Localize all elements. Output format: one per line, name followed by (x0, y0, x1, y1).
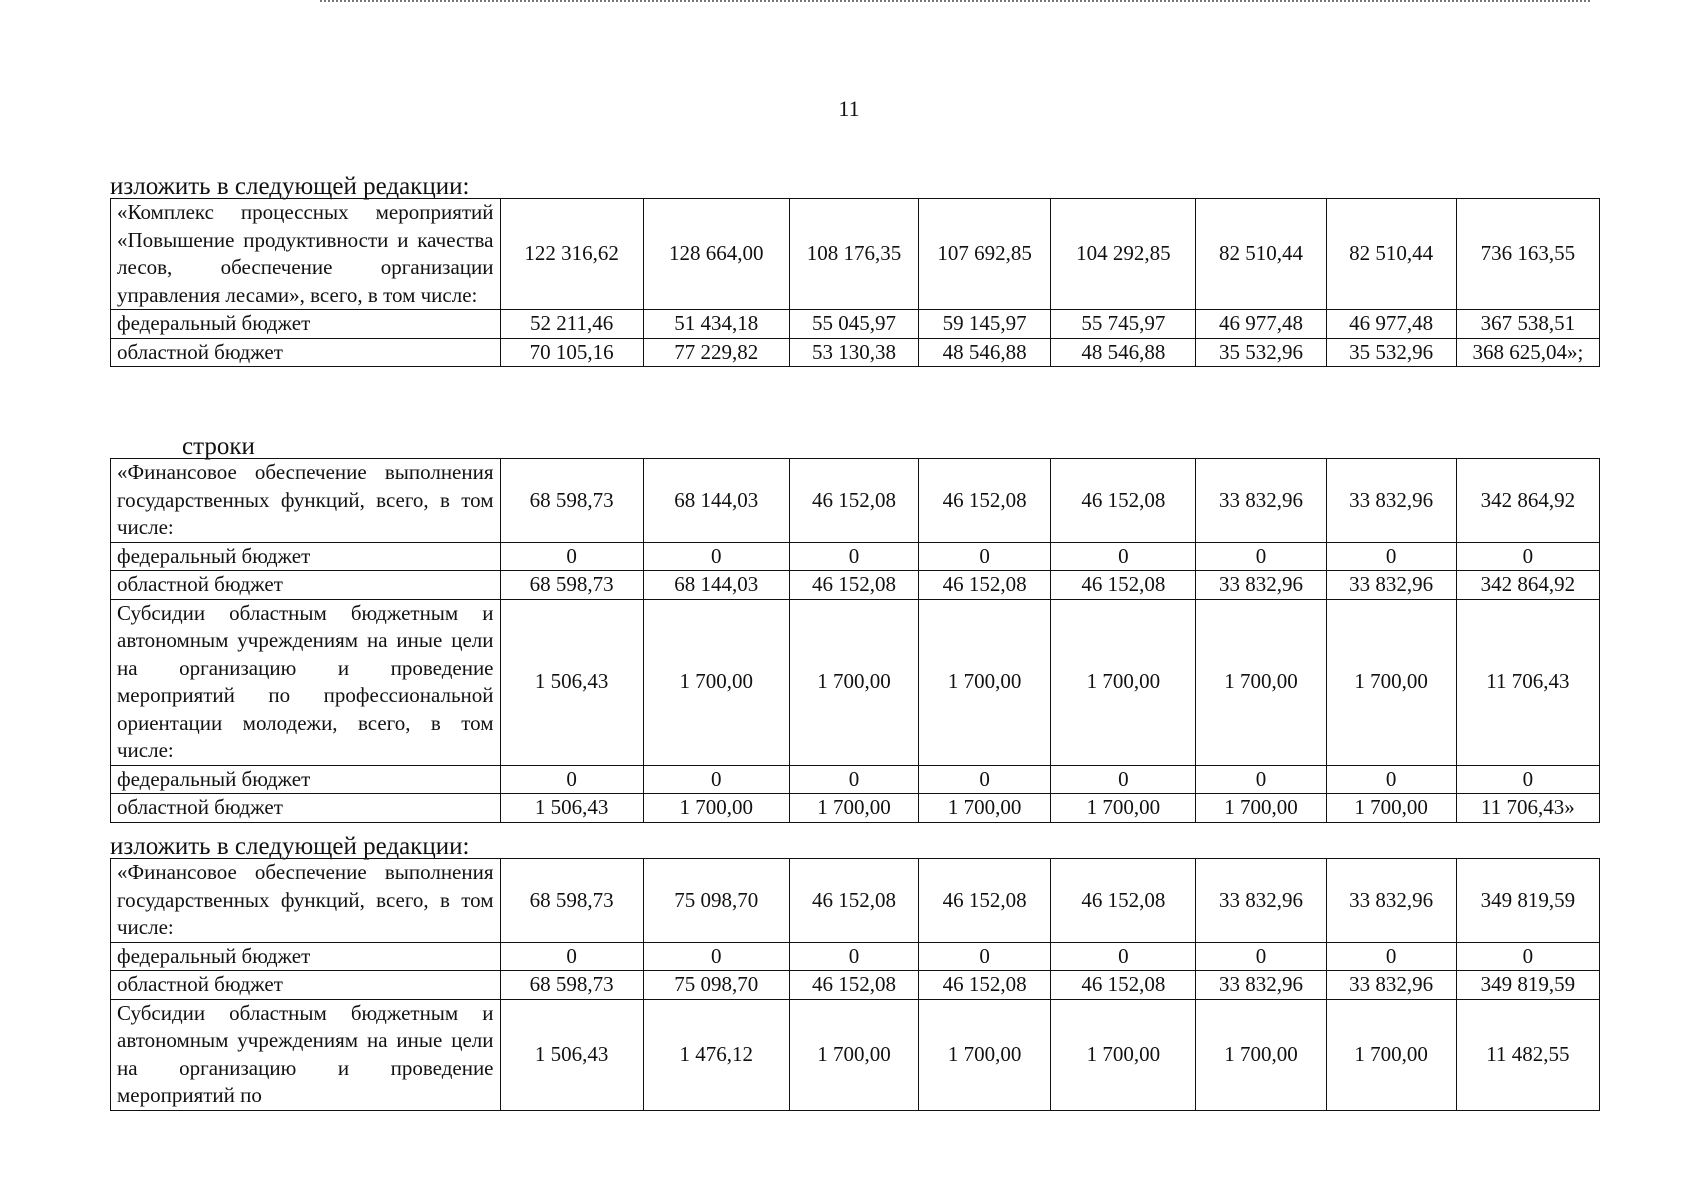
value-cell: 46 152,08 (1051, 859, 1196, 943)
value-cell: 48 546,88 (1051, 338, 1196, 367)
row-label: областной бюджет (111, 971, 501, 1000)
value-cell: 33 832,96 (1196, 859, 1326, 943)
value-cell: 1 700,00 (919, 999, 1051, 1110)
value-cell: 11 706,43» (1456, 794, 1599, 823)
table-row (111, 599, 1600, 765)
value-cell: 0 (1196, 765, 1326, 794)
value-cell: 33 832,96 (1196, 971, 1326, 1000)
value-cell: 82 510,44 (1326, 199, 1456, 310)
value-cell: 349 819,59 (1456, 859, 1599, 943)
value-cell: 0 (919, 542, 1051, 571)
value-cell: 59 145,97 (919, 310, 1051, 339)
value-cell: 122 316,62 (500, 199, 643, 310)
value-cell: 77 229,82 (643, 338, 789, 367)
value-cell: 33 832,96 (1326, 459, 1456, 543)
row-label: «Финансовое обеспечение выполнения государственных функций, всего, в том числе: (111, 459, 501, 543)
row-label: «Финансовое обеспечение выполнения государственных функций, всего, в том числе: (111, 859, 501, 943)
row-label: федеральный бюджет (111, 542, 501, 571)
value-cell: 128 664,00 (643, 199, 789, 310)
value-cell: 1 700,00 (789, 794, 918, 823)
value-cell: 0 (1196, 542, 1326, 571)
table-row (111, 794, 1600, 823)
caption-new-edition-1: изложить в следующей редакции: (110, 173, 470, 200)
value-cell: 0 (643, 542, 789, 571)
row-label: федеральный бюджет (111, 765, 501, 794)
caption-new-edition-2: изложить в следующей редакции: (110, 833, 470, 860)
row-label: федеральный бюджет (111, 310, 501, 339)
value-cell: 0 (919, 942, 1051, 971)
value-cell: 46 152,08 (919, 571, 1051, 600)
value-cell: 0 (643, 765, 789, 794)
value-cell: 1 700,00 (919, 794, 1051, 823)
value-cell: 342 864,92 (1456, 459, 1599, 543)
value-cell: 46 977,48 (1196, 310, 1326, 339)
value-cell: 51 434,18 (643, 310, 789, 339)
top-edge-artifact (320, 0, 1590, 4)
value-cell: 53 130,38 (789, 338, 918, 367)
value-cell: 0 (1326, 542, 1456, 571)
value-cell: 1 476,12 (643, 999, 789, 1110)
value-cell: 0 (643, 942, 789, 971)
value-cell: 0 (789, 765, 918, 794)
value-cell: 46 152,08 (1051, 459, 1196, 543)
budget-table-1 (110, 198, 1600, 367)
table-row (111, 765, 1600, 794)
row-label: областной бюджет (111, 794, 501, 823)
value-cell: 46 152,08 (1051, 571, 1196, 600)
value-cell: 46 152,08 (919, 859, 1051, 943)
value-cell: 46 152,08 (919, 971, 1051, 1000)
value-cell: 1 700,00 (1196, 794, 1326, 823)
value-cell: 1 700,00 (643, 794, 789, 823)
value-cell: 68 598,73 (500, 971, 643, 1000)
table-row (111, 459, 1600, 543)
value-cell: 736 163,55 (1456, 199, 1599, 310)
value-cell: 368 625,04»; (1456, 338, 1599, 367)
value-cell: 1 700,00 (1196, 999, 1326, 1110)
value-cell: 75 098,70 (643, 971, 789, 1000)
value-cell: 1 506,43 (500, 794, 643, 823)
row-label: «Комплекс процессных мероприятий «Повышение продуктивности и качества лесов, обеспечение организации управления лесами», всего, в том числе: (111, 199, 501, 310)
value-cell: 46 152,08 (789, 971, 918, 1000)
value-cell: 35 532,96 (1196, 338, 1326, 367)
value-cell: 33 832,96 (1326, 859, 1456, 943)
value-cell: 0 (1051, 942, 1196, 971)
table-row (111, 199, 1600, 310)
table-row (111, 999, 1600, 1110)
table-row (111, 571, 1600, 600)
page-number: 11 (838, 96, 860, 121)
value-cell: 11 482,55 (1456, 999, 1599, 1110)
value-cell: 1 700,00 (789, 999, 918, 1110)
value-cell: 349 819,59 (1456, 971, 1599, 1000)
value-cell: 46 977,48 (1326, 310, 1456, 339)
value-cell: 55 745,97 (1051, 310, 1196, 339)
budget-table-3 (110, 858, 1600, 1111)
value-cell: 1 700,00 (1051, 794, 1196, 823)
value-cell: 1 700,00 (919, 599, 1051, 765)
value-cell: 11 706,43 (1456, 599, 1599, 765)
table-row (111, 310, 1600, 339)
table-row (111, 542, 1600, 571)
value-cell: 48 546,88 (919, 338, 1051, 367)
value-cell: 68 144,03 (643, 459, 789, 543)
value-cell: 0 (789, 942, 918, 971)
value-cell: 0 (1051, 765, 1196, 794)
value-cell: 1 700,00 (1196, 599, 1326, 765)
value-cell: 46 152,08 (789, 459, 918, 543)
value-cell: 1 506,43 (500, 999, 643, 1110)
row-label: областной бюджет (111, 338, 501, 367)
value-cell: 33 832,96 (1326, 971, 1456, 1000)
value-cell: 55 045,97 (789, 310, 918, 339)
row-label: Субсидии областным бюджетным и автономным учреждениям на иные цели на организацию и проведение мероприятий по профессиональной ориентации молодежи, всего, в том числе: (111, 599, 501, 765)
value-cell: 46 152,08 (919, 459, 1051, 543)
value-cell: 1 700,00 (1051, 599, 1196, 765)
caption-rows: строки (182, 433, 255, 460)
value-cell: 1 700,00 (1051, 999, 1196, 1110)
value-cell: 0 (1326, 765, 1456, 794)
value-cell: 1 700,00 (1326, 794, 1456, 823)
value-cell: 35 532,96 (1326, 338, 1456, 367)
value-cell: 104 292,85 (1051, 199, 1196, 310)
value-cell: 1 506,43 (500, 599, 643, 765)
table-row (111, 338, 1600, 367)
value-cell: 0 (1456, 942, 1599, 971)
table-row (111, 859, 1600, 943)
value-cell: 46 152,08 (789, 859, 918, 943)
value-cell: 367 538,51 (1456, 310, 1599, 339)
value-cell: 33 832,96 (1196, 571, 1326, 600)
value-cell: 0 (500, 942, 643, 971)
value-cell: 33 832,96 (1196, 459, 1326, 543)
table-row (111, 942, 1600, 971)
value-cell: 52 211,46 (500, 310, 643, 339)
value-cell: 0 (1456, 765, 1599, 794)
value-cell: 0 (500, 542, 643, 571)
value-cell: 1 700,00 (789, 599, 918, 765)
value-cell: 107 692,85 (919, 199, 1051, 310)
value-cell: 1 700,00 (1326, 599, 1456, 765)
row-label: областной бюджет (111, 571, 501, 600)
value-cell: 0 (1456, 542, 1599, 571)
value-cell: 70 105,16 (500, 338, 643, 367)
value-cell: 1 700,00 (1326, 999, 1456, 1110)
value-cell: 46 152,08 (789, 571, 918, 600)
row-label: Субсидии областным бюджетным и автономным учреждениям на иные цели на организацию и проведение мероприятий по (111, 999, 501, 1110)
budget-table-2 (110, 458, 1600, 823)
value-cell: 342 864,92 (1456, 571, 1599, 600)
value-cell: 68 598,73 (500, 571, 643, 600)
value-cell: 0 (789, 542, 918, 571)
value-cell: 68 144,03 (643, 571, 789, 600)
value-cell: 108 176,35 (789, 199, 918, 310)
value-cell: 0 (1196, 942, 1326, 971)
value-cell: 68 598,73 (500, 459, 643, 543)
table-row (111, 971, 1600, 1000)
value-cell: 0 (1051, 542, 1196, 571)
value-cell: 0 (1326, 942, 1456, 971)
value-cell: 33 832,96 (1326, 571, 1456, 600)
value-cell: 82 510,44 (1196, 199, 1326, 310)
value-cell: 1 700,00 (643, 599, 789, 765)
row-label: федеральный бюджет (111, 942, 501, 971)
value-cell: 75 098,70 (643, 859, 789, 943)
value-cell: 46 152,08 (1051, 971, 1196, 1000)
value-cell: 68 598,73 (500, 859, 643, 943)
value-cell: 0 (919, 765, 1051, 794)
value-cell: 0 (500, 765, 643, 794)
